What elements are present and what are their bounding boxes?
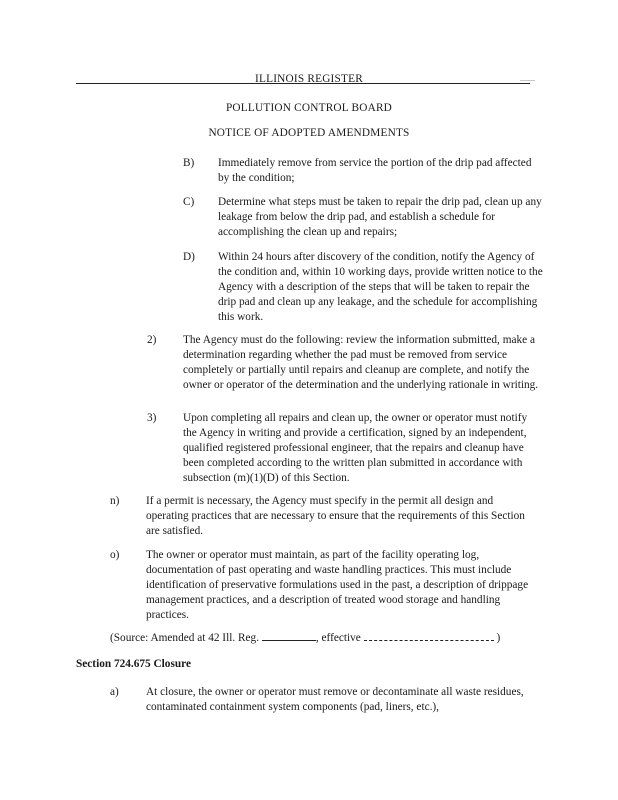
item-text: Determine what steps must be taken to repair the drip pad, clean up any leakage from below the drip pad, and establish a schedule for accomplishing the clean up and repairs; <box>218 196 542 238</box>
item-marker: 2) <box>147 334 157 346</box>
item-text: The owner or operator must maintain, as part of the facility operating log, documentation of past operating and waste handling practices. This must include identification of preservative formulations used in the past, a description of drippage management practices, and a description of treated wood storage and handling practices. <box>146 549 529 621</box>
item-text: Immediately remove from service the portion of the drip pad affected by the condition; <box>218 157 532 184</box>
source-reg-blank <box>262 629 316 641</box>
item-marker: a) <box>110 686 119 698</box>
source-suffix: ) <box>496 632 501 644</box>
source-prefix: (Source: Amended at 42 Ill. Reg. <box>110 632 260 644</box>
section-heading: Section 724.675 Closure <box>76 658 191 670</box>
item-marker: D) <box>183 251 195 263</box>
item-marker: o) <box>110 549 120 561</box>
source-middle: , effective <box>315 632 361 644</box>
item-marker: B) <box>183 157 195 169</box>
notice-title: NOTICE OF ADOPTED AMENDMENTS <box>208 127 410 139</box>
item-text: The Agency must do the following: review the information submitted, make a determination regarding whether the pad must be removed from service completely or partially until repairs and cleanup are complete, and notify the owner or operator of the determination and the underlying rationale in writing. <box>183 334 539 391</box>
item-marker: n) <box>110 495 120 507</box>
register-title: ILLINOIS REGISTER <box>255 73 363 85</box>
item-text: If a permit is necessary, the Agency must specify in the permit all design and operating practices that are necessary to ensure that the requirements of this Section are satisfied. <box>146 495 525 537</box>
header-page-marker: _____ <box>520 76 535 82</box>
board-title: POLLUTION CONTROL BOARD <box>225 102 393 114</box>
item-text: At closure, the owner or operator must remove or decontaminate all waste residues, contaminated containment system components (pad, liners, etc.), <box>146 686 524 713</box>
item-text: Upon completing all repairs and clean up, the owner or operator must notify the Agency in writing and provide a certification, signed by an independent, qualified registered professional engineer, that the repairs and cleanup have been completed according to the written plan submitted in accordance with subsection (m)(1)(D) of this Section. <box>183 412 528 484</box>
source-line <box>110 629 500 646</box>
item-text: Within 24 hours after discovery of the condition, notify the Agency of the condition and, within 10 working days, provide written notice to the Agency with a description of the steps that will be taken to repair the drip pad and clean up any leakage, and the schedule for accomplishing this work. <box>218 251 543 323</box>
item-marker: C) <box>183 196 195 208</box>
item-marker: 3) <box>147 412 157 424</box>
source-date-blank <box>364 629 494 641</box>
